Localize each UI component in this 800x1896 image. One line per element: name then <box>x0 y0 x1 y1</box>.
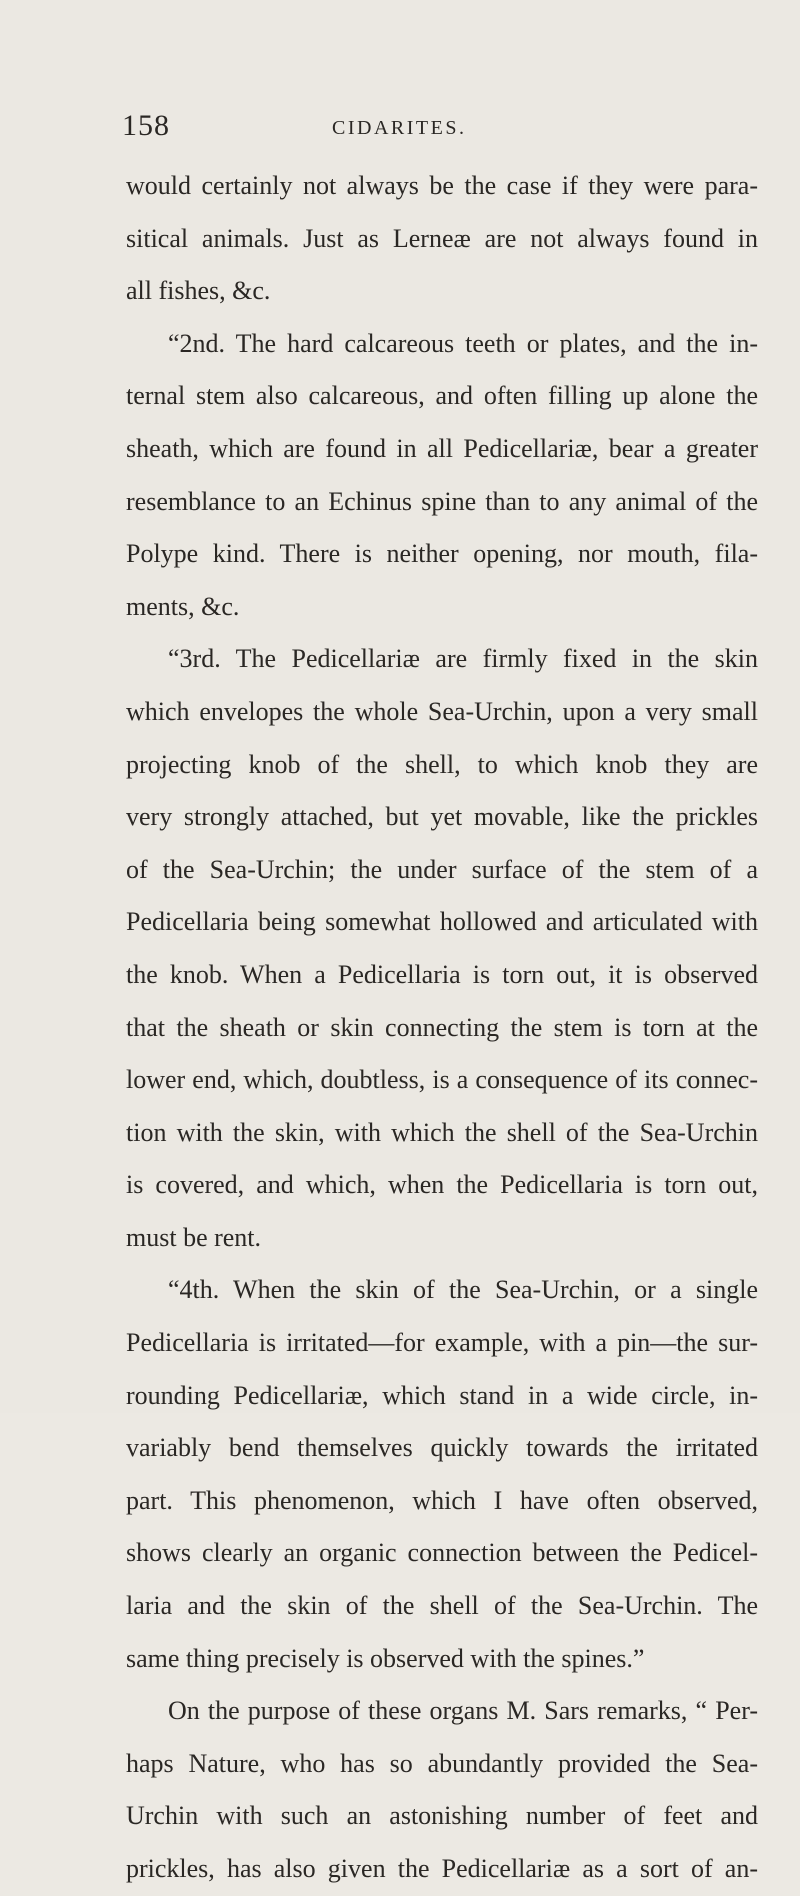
text-line: On the purpose of these organs M. Sars remarks, “ Per- <box>168 1696 758 1726</box>
text-line: Urchin with such an astonishing number of feet and <box>126 1801 758 1831</box>
text-line: sitical animals. Just as Lerneæ are not always found in <box>126 223 758 253</box>
text-line: “2nd. The hard calcareous teeth or plates, and the in- <box>168 328 758 358</box>
text-line: haps Nature, who has so abundantly provided the Sea- <box>126 1748 758 1778</box>
text-line: ments, &c. <box>126 591 240 621</box>
text-line: is covered, and which, when the Pedicellaria is torn out, <box>126 1170 758 1200</box>
text-line: which envelopes the whole Sea-Urchin, upon a very small <box>126 696 758 726</box>
text-line: projecting knob of the shell, to which knob they are <box>126 749 758 779</box>
text-line: the knob. When a Pedicellaria is torn out, it is observed <box>126 959 758 989</box>
text-line: part. This phenomenon, which I have often observed, <box>126 1485 758 1515</box>
text-line: same thing precisely is observed with the spines.” <box>126 1643 645 1673</box>
text-line: that the sheath or skin connecting the stem is torn at the <box>126 1012 758 1042</box>
text-line: tion with the skin, with which the shell of the Sea-Urchin <box>126 1117 758 1147</box>
running-head <box>122 106 762 146</box>
text-line: “3rd. The Pedicellariæ are firmly fixed in the skin <box>168 644 758 674</box>
text-line: prickles, has also given the Pedicellariæ as a sort of an- <box>126 1854 758 1883</box>
text-line: very strongly attached, but yet movable, like the prickles <box>126 802 758 832</box>
text-line: “4th. When the skin of the Sea-Urchin, or a single <box>168 1275 758 1305</box>
text-line: Pedicellaria being somewhat hollowed and articulated with <box>126 907 758 937</box>
text-line: Pedicellaria is irritated—for example, with a pin—the sur- <box>126 1328 758 1358</box>
text-line: ternal stem also calcareous, and often filling up alone the <box>126 381 758 411</box>
text-line: Polype kind. There is neither opening, nor mouth, fila- <box>126 539 758 569</box>
text-line: of the Sea-Urchin; the under surface of the stem of a <box>126 854 758 884</box>
text-line: would certainly not always be the case if they were para- <box>126 171 758 200</box>
body-text <box>126 160 758 1896</box>
text-line: must be rent. <box>126 1222 262 1252</box>
page-number: 158 <box>122 109 170 142</box>
text-line: lower end, which, doubtless, is a consequence of its connec- <box>126 1065 758 1095</box>
text-line: shows clearly an organic connection between the Pedicel- <box>126 1538 758 1568</box>
text-line: variably bend themselves quickly towards the irritated <box>126 1433 758 1463</box>
text-line: laria and the skin of the shell of the Sea-Urchin. The <box>126 1591 758 1621</box>
text-line: resemblance to an Echinus spine than to any animal of the <box>126 486 758 516</box>
text-line: all fishes, &c. <box>126 276 271 306</box>
text-line: sheath, which are found in all Pedicellariæ, bear a greater <box>126 433 758 463</box>
running-title: CIDARITES. <box>332 117 467 139</box>
text-line: rounding Pedicellariæ, which stand in a wide circle, in- <box>126 1380 758 1410</box>
